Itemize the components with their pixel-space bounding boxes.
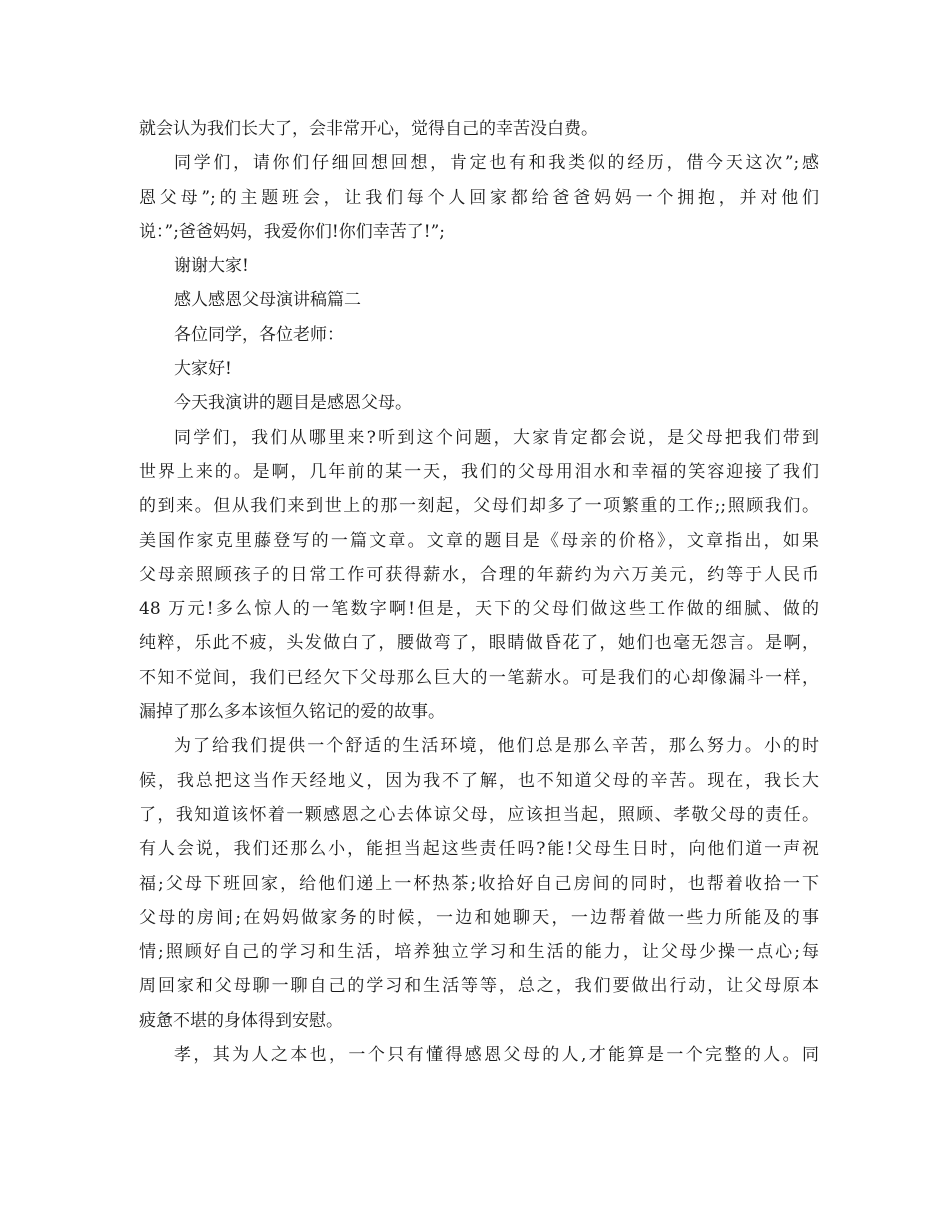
text-line: 福;父母下班回家，给他们递上一杯热茶;收拾好自己房间的同时，也帮着收拾一下 (139, 873, 819, 894)
paragraph-start-line: 同学们，我们从哪里来?听到这个问题，大家肯定都会说，是父母把我们带到 (174, 427, 819, 448)
document-body (139, 112, 819, 1072)
text-line: 恩父母”;的主题班会，让我们每个人回家都给爸爸妈妈一个拥抱，并对他们 (139, 187, 819, 208)
closing-line: 谢谢大家! (174, 256, 249, 277)
text-line: 父母亲照顾孩子的日常工作可获得薪水，合理的年薪约为六万美元，约等于人民币 (139, 564, 819, 585)
text-line: 漏掉了那么多本该恒久铭记的爱的故事。 (139, 702, 445, 723)
text-line: 父母的房间;在妈妈做家务的时候，一边和她聊天，一边帮着做一些力所能及的事 (139, 907, 819, 928)
text-line: 48 万元!多么惊人的一笔数字啊!但是，天下的父母们做这些工作做的细腻、做的 (139, 599, 819, 620)
text-line: 就会认为我们长大了，会非常开心，觉得自己的幸苦没白费。 (139, 119, 598, 139)
text-line: 美国作家克里藤登写的一篇文章。文章的题目是《母亲的价格》，文章指出，如果 (139, 530, 819, 551)
text-line: 情;照顾好自己的学习和生活，培养独立学习和生活的能力，让父母少操一点心;每 (139, 942, 819, 963)
text-line: 周回家和父母聊一聊自己的学习和生活等等，总之，我们要做出行动，让父母原本 (139, 976, 819, 997)
salutation-line: 各位同学，各位老师： (174, 324, 344, 345)
text-line: 说：”;爸爸妈妈，我爱你们!你们幸苦了!”; (139, 221, 445, 242)
text-line: 世界上来的。是啊，几年前的某一天，我们的父母用泪水和幸福的笑容迎接了我们 (139, 461, 819, 482)
section-title: 感人感恩父母演讲稿篇二 (174, 290, 361, 311)
text-line: 了，我知道该怀着一颗感恩之心去体谅父母，应该担当起，照顾、孝敬父母的责任。 (139, 804, 819, 825)
text-line: 的到来。但从我们来到世上的那一刻起，父母们却多了一项繁重的工作;;照顾我们。 (139, 496, 819, 517)
topic-line: 今天我演讲的题目是感恩父母。 (174, 393, 412, 414)
text-line: 疲惫不堪的身体得到安慰。 (139, 1010, 343, 1031)
text-line: 有人会说，我们还那么小，能担当起这些责任吗?能!父母生日时，向他们道一声祝 (139, 839, 819, 860)
paragraph-start-line: 为了给我们提供一个舒适的生活环境，他们总是那么辛苦，那么努力。小的时 (174, 736, 819, 757)
greeting-line: 大家好! (174, 359, 232, 380)
paragraph-start-line: 孝，其为人之本也，一个只有懂得感恩父母的人,才能算是一个完整的人。同 (174, 1045, 819, 1066)
text-line: 候，我总把这当作天经地义，因为我不了解，也不知道父母的辛苦。现在，我长大 (139, 770, 819, 791)
paragraph-start-line: 同学们，请你们仔细回想回想，肯定也有和我类似的经历，借今天这次”;感 (174, 153, 819, 174)
text-line: 不知不觉间，我们已经欠下父母那么巨大的一笔薪水。可是我们的心却像漏斗一样， (139, 667, 819, 688)
text-line: 纯粹，乐此不疲，头发做白了，腰做弯了，眼睛做昏花了，她们也毫无怨言。是啊， (139, 633, 819, 654)
